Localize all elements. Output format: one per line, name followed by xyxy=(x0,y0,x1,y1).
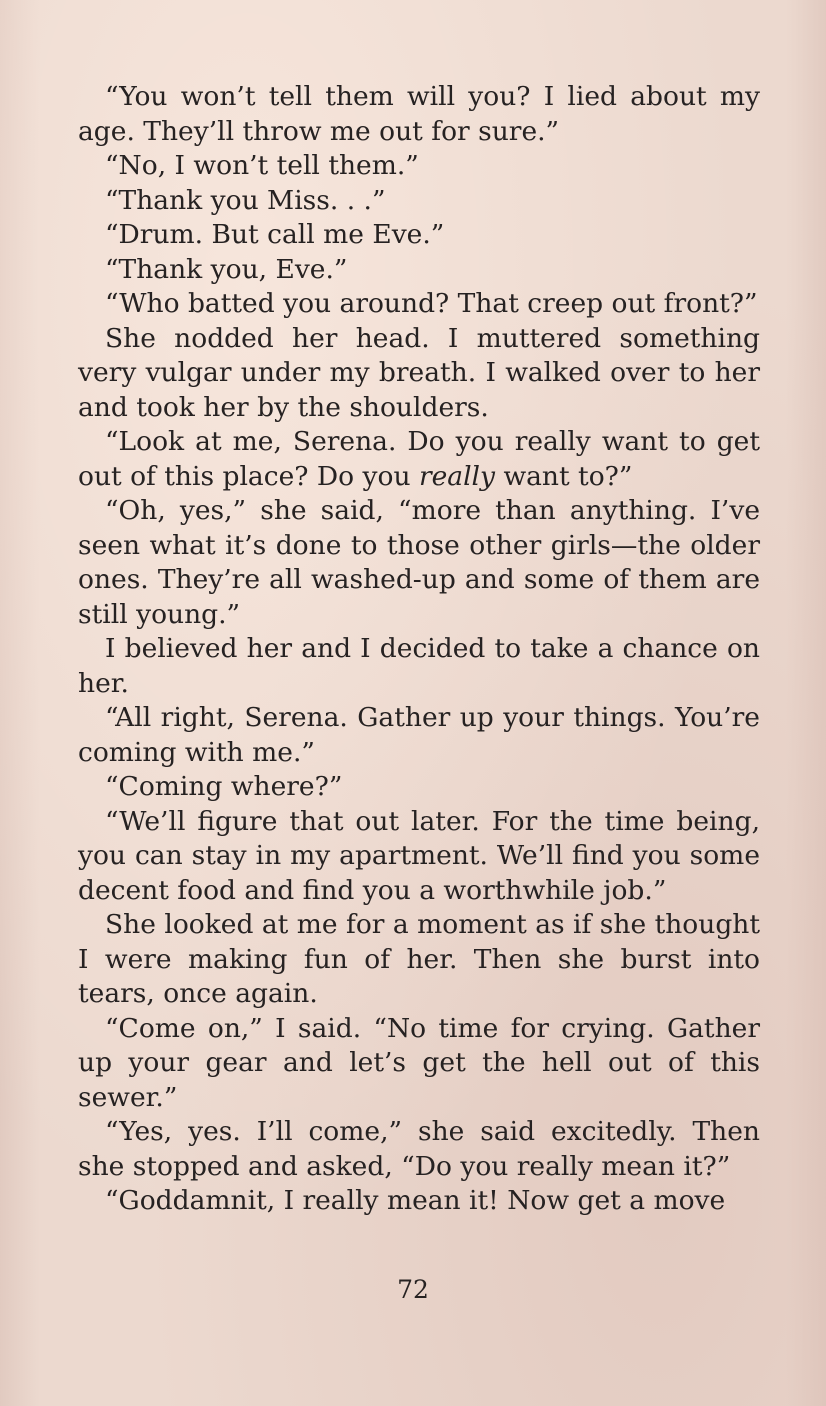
paragraph xyxy=(78,908,760,1012)
paragraph xyxy=(78,1184,760,1219)
paragraph-text: She nodded her head. I muttered something very vulgar under my breath. I walked over to her and took her by the shoulders. xyxy=(78,322,760,423)
paragraph xyxy=(78,322,760,426)
paragraph xyxy=(78,701,760,770)
paragraph-text: “All right, Serena. Gather up your things. You’re coming with me.” xyxy=(78,702,760,768)
paragraph xyxy=(78,218,760,253)
paragraph xyxy=(78,80,760,149)
paragraph xyxy=(78,494,760,632)
paragraph xyxy=(78,805,760,909)
paragraph-text: I believed her and I decided to take a chance on her. xyxy=(78,633,760,699)
paragraph xyxy=(78,184,760,219)
paragraph-text: “Oh, yes,” she said, “more than anything. I’ve seen what it’s done to those other girls—the older ones. They’re all washed-up and some of them are still young.” xyxy=(78,495,760,630)
paragraph-text: “We’ll figure that out later. For the time being, you can stay in my apartment. We’ll find you some decent food and find you a worthwhile job.” xyxy=(78,805,760,906)
paragraph xyxy=(78,1012,760,1116)
paragraph xyxy=(78,1115,760,1184)
paragraph xyxy=(78,770,760,805)
paragraph-text: “You won’t tell them will you? I lied about my age. They’ll throw me out for sure.” xyxy=(78,81,760,147)
page-text-body xyxy=(78,80,760,1219)
paragraph-text: want to?” xyxy=(495,460,633,492)
paragraph-text: She looked at me for a moment as if she thought I were making fun of her. Then she burst into tears, once again. xyxy=(78,909,760,1009)
paragraph xyxy=(78,149,760,184)
paragraph-text: “Thank you Miss. . .” xyxy=(105,184,386,216)
paragraph xyxy=(78,287,760,322)
paragraph xyxy=(78,253,760,288)
paragraph-text: “Drum. But call me Eve.” xyxy=(105,219,445,250)
paragraph-text: “Goddamnit, I really mean it! Now get a move xyxy=(105,1185,726,1216)
page-number: 72 xyxy=(397,1275,429,1304)
paragraph-text: “No, I won’t tell them.” xyxy=(105,150,419,181)
paragraph-text: “Look at me, Serena. Do you really want to get out of this place? Do you xyxy=(78,426,760,492)
paragraph-text: “Come on,” I said. “No time for crying. Gather up your gear and let’s get the hell out of this sewer.” xyxy=(78,1012,760,1113)
paragraph-text: “Yes, yes. I’ll come,” she said excitedly. Then she stopped and asked, “Do you really mean it?” xyxy=(78,1116,760,1182)
paragraph-text: “Who batted you around? That creep out front?” xyxy=(105,288,758,319)
paragraph xyxy=(78,632,760,701)
paragraph xyxy=(78,425,760,494)
paragraph-text: “Thank you, Eve.” xyxy=(105,253,348,285)
emphasis-text: really xyxy=(418,460,496,492)
paragraph-text: “Coming where?” xyxy=(105,771,343,802)
